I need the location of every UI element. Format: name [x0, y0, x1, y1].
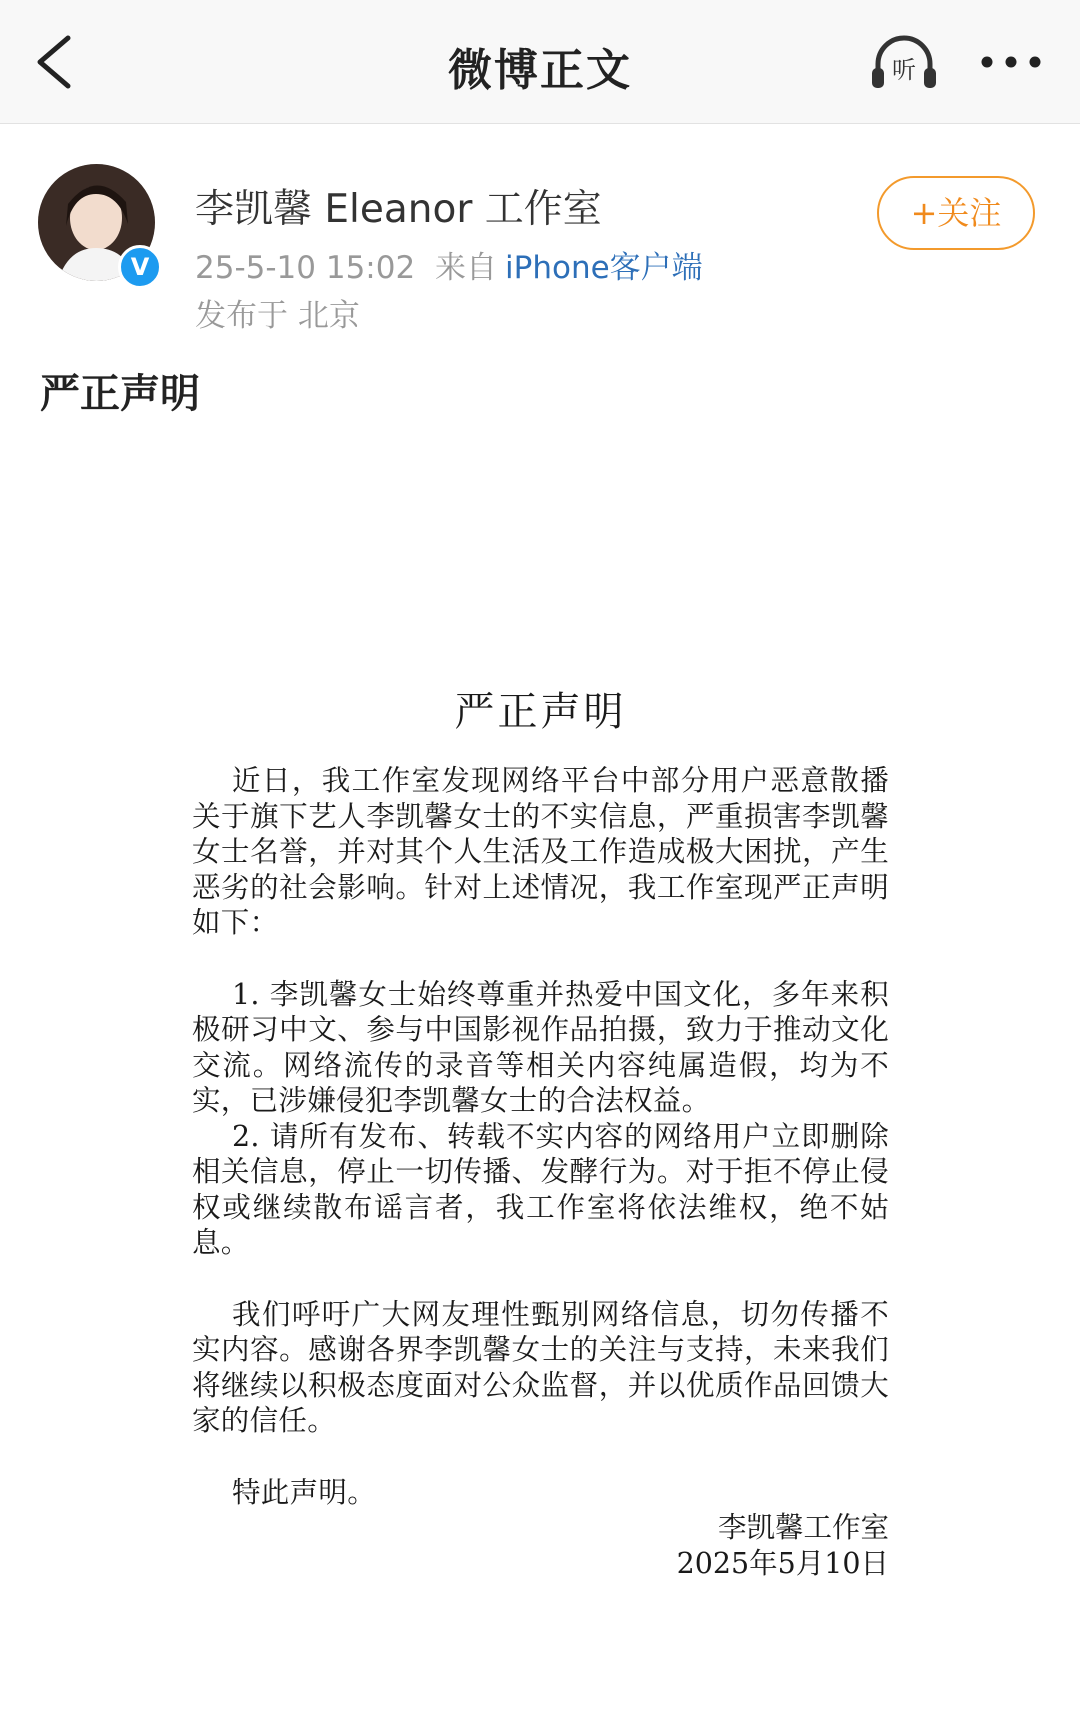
statement-paragraph: 2. 请所有发布、转载不实内容的网络用户立即删除相关信息，停止一切传播、发酵行为。对于拒不停止侵权或继续散布谣言者，我工作室将依法维权，绝不姑息。 [192, 1119, 889, 1259]
listen-button[interactable] [868, 30, 940, 94]
more-button[interactable] [975, 42, 1047, 82]
post-location: 发布于 北京 [195, 298, 360, 334]
headphones-icon [868, 30, 940, 94]
statement-signature: 李凯馨工作室 [717, 1511, 889, 1544]
statement-date: 2025年5月10日 [676, 1546, 889, 1580]
listen-label: 听 [892, 56, 916, 84]
more-dots-icon [975, 42, 1047, 82]
follow-button[interactable]: +关注 [877, 176, 1035, 250]
top-navbar [0, 0, 1080, 124]
source-prefix: 来自 [435, 250, 498, 286]
author-name[interactable]: 李凯馨 Eleanor 工作室 [195, 187, 602, 232]
post-date: 25-5-10 15:02 [195, 250, 416, 286]
statement-paragraph: 我们呼吁广大网友理性甄别网络信息，切勿传播不实内容。感谢各界李凯馨女士的关注与支持，未来我们将继续以积极态度面对公众监督，并以优质作品回馈大家的信任。 [192, 1297, 889, 1437]
post-source-link[interactable]: iPhone客户端 [505, 250, 703, 286]
statement-image[interactable] [192, 680, 889, 1581]
page-title: 微博正文 [448, 45, 632, 96]
statement-closing: 特此声明。 [232, 1475, 377, 1509]
post-meta [195, 242, 703, 287]
statement-paragraph: 近日，我工作室发现网络平台中部分用户恶意散播关于旗下艺人李凯馨女士的不实信息，严重损害李凯馨女士名誉，并对其个人生活及工作造成极大困扰，产生恶劣的社会影响。针对上述情况，我工作室现严正声明如下： [192, 764, 889, 939]
post-text: 严正声明 [40, 371, 200, 417]
verified-icon: V [118, 245, 162, 289]
statement-paragraph: 1. 李凯馨女士始终尊重并热爱中国文化，多年来积极研习中文、参与中国影视作品拍摄，致力于推动文化交流。网络流传的录音等相关内容纯属造假，均为不实，已涉嫌侵犯李凯馨女士的合法权益。 [192, 977, 889, 1117]
statement-title: 严正声明 [454, 689, 627, 735]
